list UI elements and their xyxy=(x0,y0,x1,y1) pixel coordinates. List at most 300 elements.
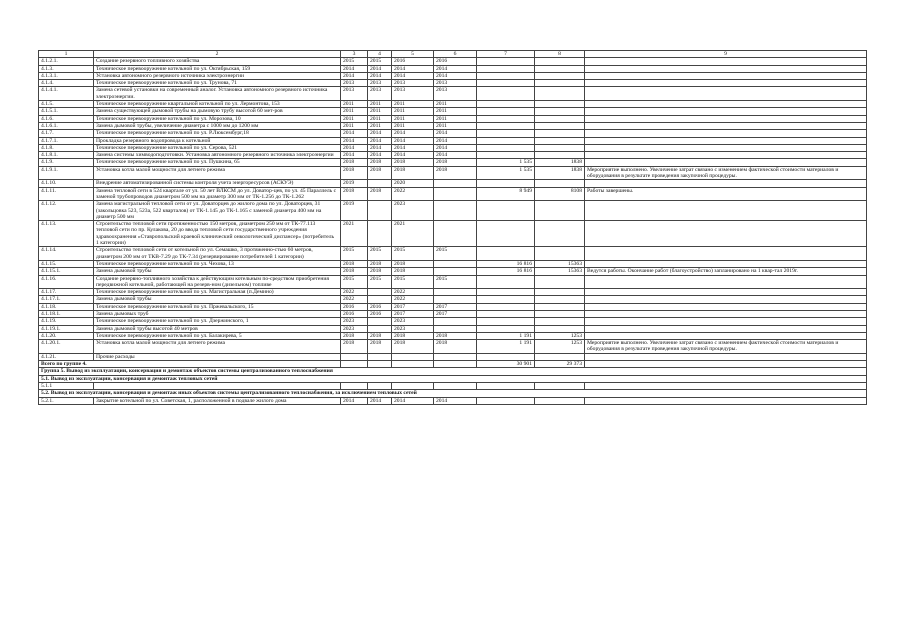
row-col3: 2018 xyxy=(341,260,368,267)
row-col6: 2011 xyxy=(434,108,477,115)
row-number: 4.1.11. xyxy=(39,187,94,201)
row-description: Строительство тепловой сети от котельной по ул. Семашко, 3 протяженно-стью 60 метров, диаметром 200 мм от ТКВ-7.29 до ТК-7.34 (резервирование потребителей 1 категории) xyxy=(94,247,341,261)
row-col7 xyxy=(477,108,535,115)
row-col6: 2014 xyxy=(434,72,477,79)
row-col6: 2013 xyxy=(434,87,477,101)
row-col4 xyxy=(368,325,392,332)
row-col7: 16 816 xyxy=(477,268,535,275)
row-col7 xyxy=(477,87,535,101)
row-col4: 2018 xyxy=(368,166,392,180)
row-col8: 15363 xyxy=(535,260,585,267)
row-col7 xyxy=(477,101,535,108)
row-col6: 2017 xyxy=(434,303,477,310)
row-description: Замена дымовой трубы xyxy=(94,296,341,303)
row-col6: 2011 xyxy=(434,101,477,108)
row-note xyxy=(585,72,867,79)
row-col3: 2021 xyxy=(341,221,368,247)
row-col3: 2015 xyxy=(341,275,368,289)
table-row xyxy=(39,72,867,79)
table-row xyxy=(39,187,867,201)
row-col5: 2014 xyxy=(392,397,434,404)
table-row xyxy=(39,247,867,261)
row-col5: 2015 xyxy=(392,275,434,289)
table-row xyxy=(39,275,867,289)
row-note xyxy=(585,101,867,108)
row-col5: 2011 xyxy=(392,122,434,129)
row-note xyxy=(585,130,867,137)
row-number: 4.1.8. xyxy=(39,144,94,151)
row-col4: 2018 xyxy=(368,159,392,166)
row-col4 xyxy=(368,353,392,360)
table-row xyxy=(39,221,867,247)
row-col4: 2011 xyxy=(368,122,392,129)
row-col7 xyxy=(477,122,535,129)
group4-total-row xyxy=(39,361,867,368)
row-col3: 2014 xyxy=(341,130,368,137)
table-row xyxy=(39,159,867,166)
row-description: Замена магистральной тепловой сети от ул. Доваторцев до жилого дома по ул. Доваторцев, 31 (закольцовка 523, 523а, 522 кварталов) от ТК-1.145 до ТК-1.165 с заменой диаметра 400 мм на диаметр 500 мм xyxy=(94,201,341,221)
row-col3: 2014 xyxy=(341,144,368,151)
row-col6 xyxy=(434,268,477,275)
row-col3: 2014 xyxy=(341,137,368,144)
row-number: 5.2.1. xyxy=(39,397,94,404)
table-row xyxy=(39,353,867,360)
row-number: 5.1.1 xyxy=(39,382,94,389)
row-number: 4.1.17.1. xyxy=(39,296,94,303)
column-number-row xyxy=(39,51,867,58)
row-number: 4.1.21. xyxy=(39,353,94,360)
row-note xyxy=(585,275,867,289)
row-col3: 2015 xyxy=(341,58,368,65)
row-description: Техническое перевооружение котельной по ул. Чехова, 13 xyxy=(94,260,341,267)
row-col8 xyxy=(535,397,585,404)
row-col3: 2015 xyxy=(341,247,368,261)
row-description: Техническое перевооружение котельной по ул. Трунова, 71 xyxy=(94,80,341,87)
row-note xyxy=(585,332,867,339)
row-col6: 2016 xyxy=(434,58,477,65)
row-col5: 2022 xyxy=(392,187,434,201)
row-description: Закрытие котельной по ул. Советская, 1, расположенной в подвале жилого дома xyxy=(94,397,341,404)
table-row xyxy=(39,65,867,72)
row-col8: 1253 xyxy=(535,332,585,339)
row-col3 xyxy=(341,353,368,360)
row-note xyxy=(585,221,867,247)
row-col6 xyxy=(434,201,477,221)
row-col3: 2018 xyxy=(341,166,368,180)
row-number: 4.1.7. xyxy=(39,130,94,137)
row-col7: 16 816 xyxy=(477,260,535,267)
row-col7 xyxy=(477,296,535,303)
group5-heading: Группа 5. Вывод из эксплуатации, консервация и демонтаж объектов системы централизованного теплоснабжения xyxy=(39,368,867,375)
row-col5: 2023 xyxy=(392,201,434,221)
row-note xyxy=(585,122,867,129)
row-description: Замена тепловой сети в 524 квартале от ул. 50 лет ВЛКСМ до ул. Доватор-цев, по ул. 45 Параллель с заменой трубопроводов диаметром 500 мм на диаметр 300 мм от ТК-1.256 до ТК-1.262 xyxy=(94,187,341,201)
row-col7 xyxy=(477,397,535,404)
row-col6: 2018 xyxy=(434,340,477,354)
row-col4: 2014 xyxy=(368,152,392,159)
section52-heading-row xyxy=(39,390,867,397)
row-col8 xyxy=(535,137,585,144)
row-col5: 2011 xyxy=(392,101,434,108)
row-col8 xyxy=(535,80,585,87)
row-col3: 2011 xyxy=(341,115,368,122)
row-col5 xyxy=(392,353,434,360)
row-col7 xyxy=(477,58,535,65)
row-col7 xyxy=(477,80,535,87)
table-row xyxy=(39,137,867,144)
row-col8 xyxy=(535,221,585,247)
row-col8 xyxy=(535,152,585,159)
row-description: Прочие расходы xyxy=(94,353,341,360)
row-number: 4.1.3.1. xyxy=(39,72,94,79)
row-note xyxy=(585,87,867,101)
header-cell: 7 xyxy=(477,51,535,58)
row-number: 4.1.3. xyxy=(39,65,94,72)
row-note xyxy=(585,108,867,115)
table-row xyxy=(39,332,867,339)
row-col4: 2014 xyxy=(368,144,392,151)
row-col4: 2014 xyxy=(368,397,392,404)
header-cell: 9 xyxy=(585,51,867,58)
row-col6 xyxy=(434,260,477,267)
row-col4: 2014 xyxy=(368,65,392,72)
table-row xyxy=(39,108,867,115)
row-col7 xyxy=(477,310,535,317)
row-col6: 2014 xyxy=(434,144,477,151)
row-col3: 2022 xyxy=(341,289,368,296)
row-col5: 2013 xyxy=(392,80,434,87)
row-note xyxy=(585,397,867,404)
row-col3: 2019 xyxy=(341,201,368,221)
section51-heading-row xyxy=(39,375,867,382)
row-col4: 2016 xyxy=(368,303,392,310)
row-description: Техническое перевооружение котельной по ул. Дзержинского, 1 xyxy=(94,318,341,325)
row-col8 xyxy=(535,310,585,317)
row-col3: 2013 xyxy=(341,87,368,101)
row-col5: 2018 xyxy=(392,260,434,267)
row-col4: 2018 xyxy=(368,268,392,275)
row-number: 4.1.19. xyxy=(39,318,94,325)
row-col8 xyxy=(535,58,585,65)
row-col5: 2014 xyxy=(392,65,434,72)
row-col5: 2013 xyxy=(392,87,434,101)
row-col5: 2015 xyxy=(392,247,434,261)
row-col8 xyxy=(535,289,585,296)
row-col7 xyxy=(477,144,535,151)
row-col6 xyxy=(434,187,477,201)
row-col5: 2014 xyxy=(392,152,434,159)
row-col6: 2014 xyxy=(434,152,477,159)
table-row xyxy=(39,80,867,87)
row-col6: 2013 xyxy=(434,80,477,87)
row-col5: 2017 xyxy=(392,310,434,317)
row-col4: 2011 xyxy=(368,101,392,108)
row-col4 xyxy=(368,201,392,221)
row-col4: 2014 xyxy=(368,137,392,144)
table-row xyxy=(39,310,867,317)
row-col5: 2023 xyxy=(392,325,434,332)
row-col6 xyxy=(434,353,477,360)
row-col5: 2017 xyxy=(392,303,434,310)
row-col3: 2014 xyxy=(341,65,368,72)
table-row xyxy=(39,152,867,159)
row-col7 xyxy=(477,201,535,221)
row-col8 xyxy=(535,115,585,122)
row-col3: 2014 xyxy=(341,72,368,79)
row-col7 xyxy=(477,180,535,187)
row-note xyxy=(585,65,867,72)
row-col7 xyxy=(477,152,535,159)
row-col8 xyxy=(535,72,585,79)
row-number: 4.1.14. xyxy=(39,247,94,261)
row-description: Установка автономного резервного источника электроэнергии xyxy=(94,72,341,79)
row-col6 xyxy=(434,180,477,187)
table-row xyxy=(39,166,867,180)
row-description: Техническое перевооружение котельной по ул. Октябрьская, 159 xyxy=(94,65,341,72)
table-row xyxy=(39,296,867,303)
row-col4: 2018 xyxy=(368,187,392,201)
row-col8 xyxy=(535,65,585,72)
row-col8 xyxy=(535,87,585,101)
table-row xyxy=(39,122,867,129)
row-note: Мероприятие выполнено. Увеличение затрат связано с изменением фактической стоимости материалов и оборудования в результате проведения закупочной процедуры. xyxy=(585,166,867,180)
row-col5: 2014 xyxy=(392,137,434,144)
row-col3: 2018 xyxy=(341,332,368,339)
row-col4: 2018 xyxy=(368,340,392,354)
total-col7: 30 901 xyxy=(477,361,535,368)
row-col3: 2013 xyxy=(341,80,368,87)
row-number: 4.1.2.1. xyxy=(39,58,94,65)
row-note xyxy=(585,201,867,221)
row-col6 xyxy=(434,221,477,247)
row-col5: 2018 xyxy=(392,268,434,275)
row-col6 xyxy=(434,325,477,332)
row-col5: 2022 xyxy=(392,296,434,303)
row-col7 xyxy=(477,353,535,360)
row-col7 xyxy=(477,137,535,144)
table-row xyxy=(39,303,867,310)
row-description: Установка котла малой мощности для летнего режима xyxy=(94,166,341,180)
row-number: 4.1.15.1. xyxy=(39,268,94,275)
row-col8 xyxy=(535,247,585,261)
row-col7 xyxy=(477,275,535,289)
row-number: 4.1.10. xyxy=(39,180,94,187)
row-col7 xyxy=(477,325,535,332)
row-note xyxy=(585,260,867,267)
document-page xyxy=(38,50,866,405)
row-col5: 2014 xyxy=(392,144,434,151)
row-note xyxy=(585,247,867,261)
row-col8 xyxy=(535,108,585,115)
row-col7: 1 535 xyxy=(477,166,535,180)
row-number: 4.1.12. xyxy=(39,201,94,221)
row-col8 xyxy=(535,325,585,332)
table-row xyxy=(39,180,867,187)
row-col3: 2023 xyxy=(341,318,368,325)
row-col3: 2016 xyxy=(341,310,368,317)
row-col6 xyxy=(434,289,477,296)
header-cell: 3 xyxy=(341,51,368,58)
row-col7 xyxy=(477,65,535,72)
row-number: 4.1.6. xyxy=(39,115,94,122)
row-description: Замена дымовой трубы xyxy=(94,268,341,275)
row-description: Замена дымовой трубы высотой 40 метров xyxy=(94,325,341,332)
row-col7 xyxy=(477,247,535,261)
table-row xyxy=(39,340,867,354)
row-number: 4.1.4. xyxy=(39,80,94,87)
section52-heading: 5.2. Вывод из эксплуатации, консервация и демонтаж иных объектов системы централизованного теплоснабжения, за исключением тепловых сетей xyxy=(39,390,867,397)
row-col5: 2011 xyxy=(392,108,434,115)
header-cell: 1 xyxy=(39,51,94,58)
header-cell: 2 xyxy=(94,51,341,58)
row-col4: 2015 xyxy=(368,275,392,289)
row-description: Техническое перевооружение котельной по ул. Р.Люксембург,18 xyxy=(94,130,341,137)
row-col7 xyxy=(477,221,535,247)
row-description: Строительство тепловой сети протяженностью 150 метров, диаметром 250 мм от ТК-77.113 тепловой сети по пр. Кулакова, 20 до ввода тепловой сети государственного учреждения здравоохранения «Ставропольский краевой клинический онкологический диспансер» (потребитель 1 категории) xyxy=(94,221,341,247)
row-description: Техническое перевооружение котельной по ул. Серова, 521 xyxy=(94,144,341,151)
investment-program-table xyxy=(38,50,867,405)
row-col3: 2011 xyxy=(341,122,368,129)
row-number: 4.1.5.1. xyxy=(39,108,94,115)
row-description: Создание резервно-топливного хозяйства к действующим котельным по-средством приобретения передвижной котельной, работающей на резерв-ном (дизельном) топливе xyxy=(94,275,341,289)
row-col4: 2018 xyxy=(368,260,392,267)
row-note: Работы завершены. xyxy=(585,187,867,201)
row-note xyxy=(585,180,867,187)
table-row xyxy=(39,268,867,275)
table-row xyxy=(39,260,867,267)
row-col3: 2019 xyxy=(341,180,368,187)
row-col3: 2011 xyxy=(341,108,368,115)
row-col7: 1 191 xyxy=(477,332,535,339)
row-col8 xyxy=(535,318,585,325)
row-5-1-1 xyxy=(39,382,867,389)
row-col4: 2011 xyxy=(368,108,392,115)
row-col5: 2022 xyxy=(392,289,434,296)
row-col3: 2018 xyxy=(341,340,368,354)
table-row xyxy=(39,318,867,325)
row-description: Техническое перевооружение котельной по ул. Пушкина, 65 xyxy=(94,159,341,166)
row-note xyxy=(585,296,867,303)
row-col3: 2011 xyxy=(341,101,368,108)
row-number: 4.1.15. xyxy=(39,260,94,267)
row-col4 xyxy=(368,180,392,187)
header-cell: 5 xyxy=(392,51,434,58)
row-number: 4.1.20. xyxy=(39,332,94,339)
row-col6: 2015 xyxy=(434,247,477,261)
row-col6 xyxy=(434,296,477,303)
group5-heading-row xyxy=(39,368,867,375)
row-col5: 2014 xyxy=(392,130,434,137)
row-description: Техническое перевооружение котельной по ул. Пржевальского, 15 xyxy=(94,303,341,310)
row-description: Замена системы химводоподготовки. Установка автономного резервного источника электроэнергии xyxy=(94,152,341,159)
row-description: Замена существующей дымовой трубы на дымовую трубу высотой 60 мет-ров xyxy=(94,108,341,115)
row-number: 4.1.16. xyxy=(39,275,94,289)
row-col5: 2018 xyxy=(392,332,434,339)
row-description: Создание резервного топливного хозяйства xyxy=(94,58,341,65)
table-row xyxy=(39,130,867,137)
row-number: 4.1.4.1. xyxy=(39,87,94,101)
row-col6 xyxy=(434,318,477,325)
row-number: 4.1.6.1. xyxy=(39,122,94,129)
row-note xyxy=(585,144,867,151)
row-col6: 2015 xyxy=(434,275,477,289)
row-col7 xyxy=(477,303,535,310)
row-number: 4.1.9.1. xyxy=(39,166,94,180)
row-col5: 2023 xyxy=(392,318,434,325)
row-description: Замена дымовых труб xyxy=(94,310,341,317)
row-description: Техническое перевооружение котельной по ул. Балакирева, 5 xyxy=(94,332,341,339)
row-col8 xyxy=(535,296,585,303)
row-col7 xyxy=(477,289,535,296)
table-row xyxy=(39,289,867,296)
row-description: Техническое перевооружение квартальной котельной по ул. Лермонтова, 153 xyxy=(94,101,341,108)
row-col6: 2011 xyxy=(434,115,477,122)
row-col8 xyxy=(535,353,585,360)
row-note xyxy=(585,325,867,332)
table-row xyxy=(39,325,867,332)
row-col5: 2018 xyxy=(392,159,434,166)
row-description: Замена дымовой трубы, увеличение диаметра с 1000 мм до 1200 мм xyxy=(94,122,341,129)
row-col5: 2016 xyxy=(392,58,434,65)
row-col3: 2023 xyxy=(341,325,368,332)
row-col3: 2018 xyxy=(341,268,368,275)
row-number: 4.1.13. xyxy=(39,221,94,247)
row-col4 xyxy=(368,296,392,303)
row-col3: 2016 xyxy=(341,303,368,310)
row-col3: 2022 xyxy=(341,296,368,303)
row-col3: 2014 xyxy=(341,397,368,404)
row-description: Замена сетевой установки на современный аналог. Установка автономного резервного источника электроэнергии. xyxy=(94,87,341,101)
row-col8 xyxy=(535,201,585,221)
row-col3: 2018 xyxy=(341,159,368,166)
table-row xyxy=(39,58,867,65)
row-col6: 2014 xyxy=(434,397,477,404)
row-note xyxy=(585,80,867,87)
table-row xyxy=(39,115,867,122)
row-col6: 2011 xyxy=(434,122,477,129)
row-5-2-1 xyxy=(39,397,867,404)
row-note xyxy=(585,318,867,325)
row-col4: 2018 xyxy=(368,332,392,339)
row-col6: 2017 xyxy=(434,310,477,317)
row-col8 xyxy=(535,130,585,137)
row-col4: 2013 xyxy=(368,80,392,87)
row-col8: 1253 xyxy=(535,340,585,354)
row-col4: 2015 xyxy=(368,247,392,261)
row-note xyxy=(585,310,867,317)
row-col8 xyxy=(535,122,585,129)
header-cell: 6 xyxy=(434,51,477,58)
row-col3: 2014 xyxy=(341,152,368,159)
row-col4 xyxy=(368,318,392,325)
row-col4: 2015 xyxy=(368,58,392,65)
row-col7 xyxy=(477,72,535,79)
header-cell: 8 xyxy=(535,51,585,58)
header-cell: 4 xyxy=(368,51,392,58)
total-col8: 29 373 xyxy=(535,361,585,368)
row-note xyxy=(585,137,867,144)
row-col6: 2014 xyxy=(434,137,477,144)
row-col4 xyxy=(368,221,392,247)
row-col4: 2016 xyxy=(368,310,392,317)
row-col3: 2018 xyxy=(341,187,368,201)
table-row xyxy=(39,144,867,151)
row-number: 4.1.19.1. xyxy=(39,325,94,332)
row-col8: 1838 xyxy=(535,159,585,166)
row-col5: 2018 xyxy=(392,166,434,180)
total-label: Всего по группе 4. xyxy=(39,361,341,368)
row-col7: 1 191 xyxy=(477,340,535,354)
